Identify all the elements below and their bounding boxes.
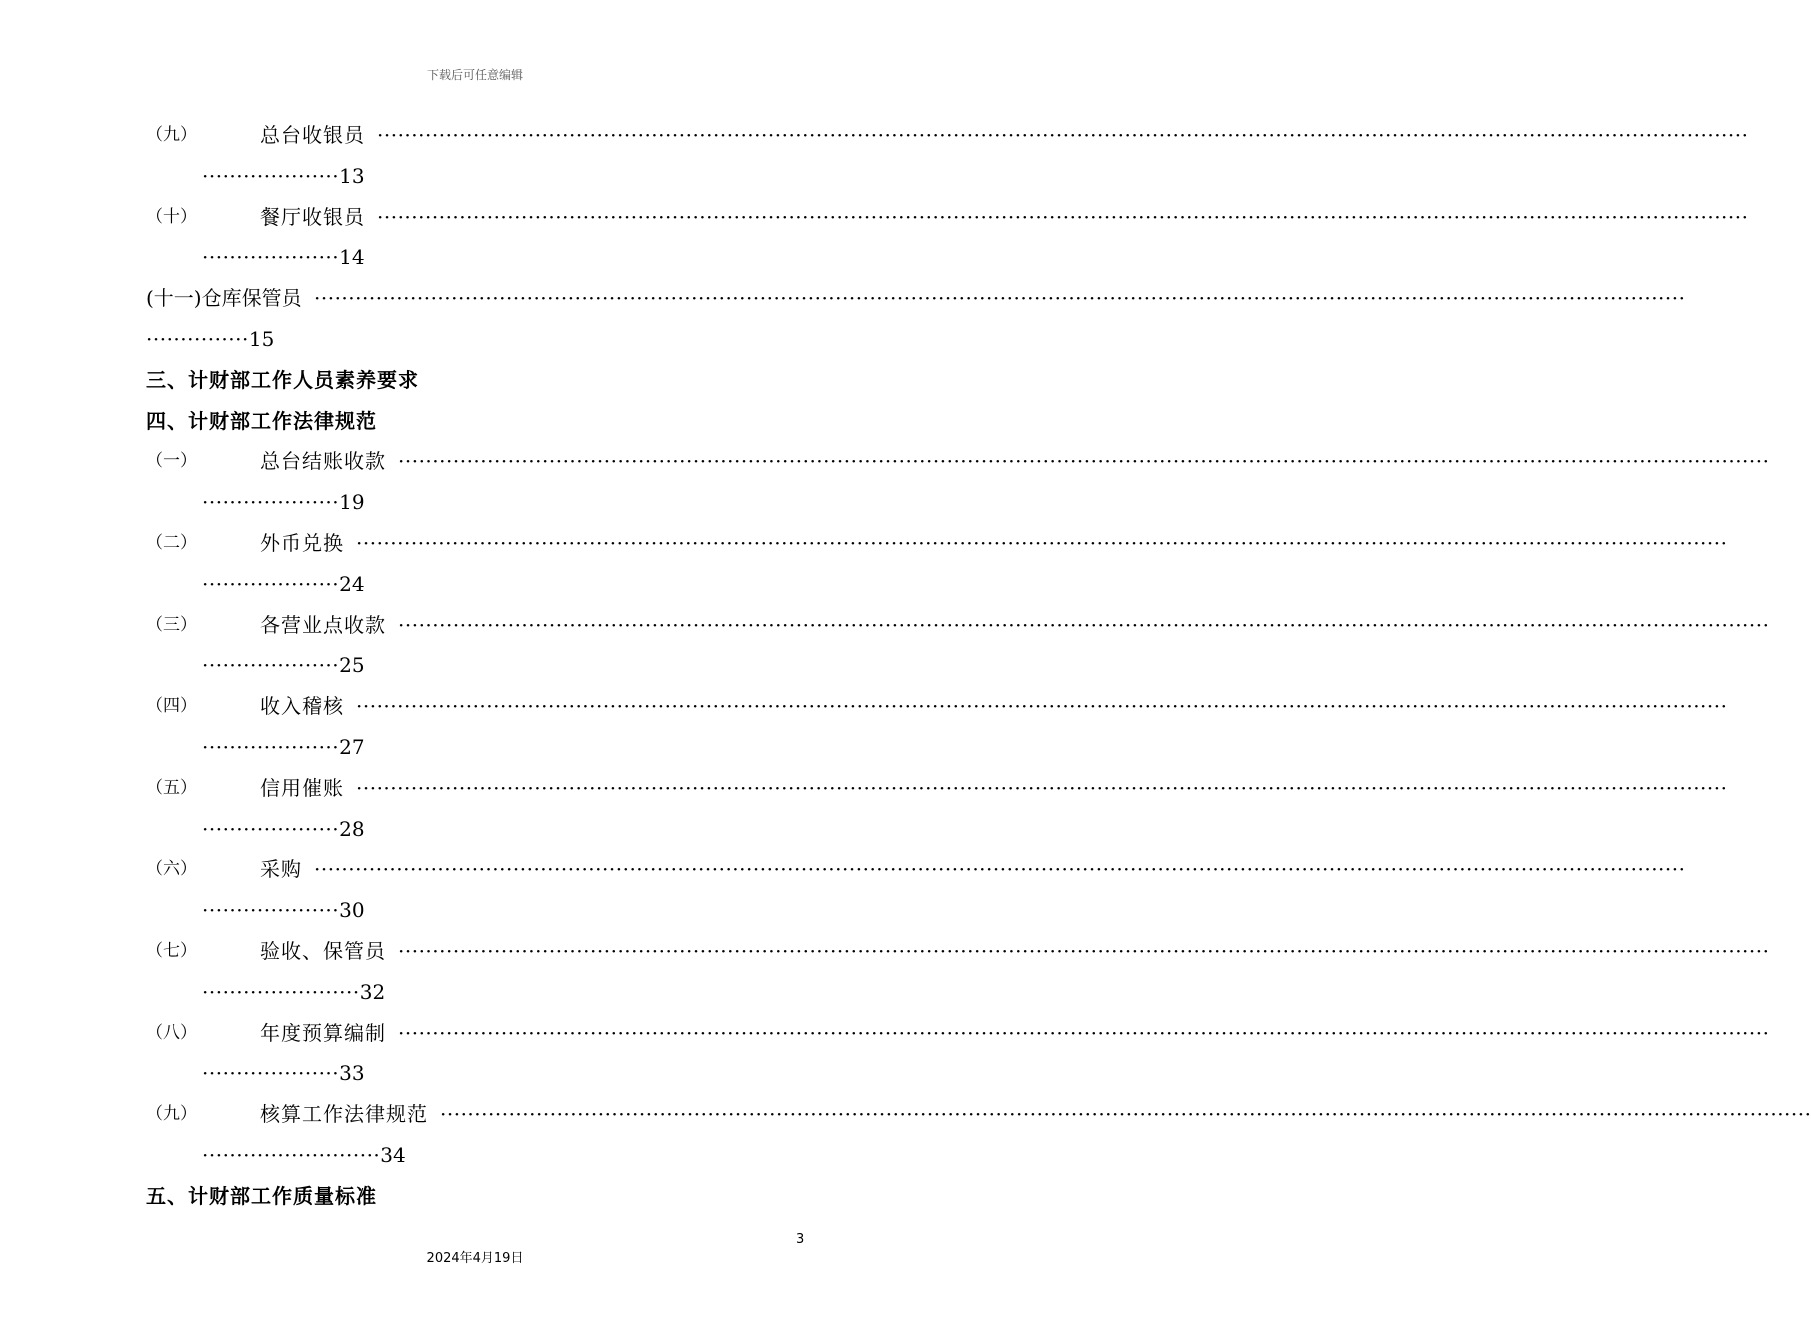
toc-entry-number: （八） <box>146 1022 197 1043</box>
toc-entry-number: （九） <box>146 1104 197 1125</box>
toc-entry <box>146 278 1686 319</box>
toc-entry-number: （十） <box>146 206 197 227</box>
leader-dots: ········································································································································································································ <box>356 775 1728 800</box>
toc-page-ref <box>202 482 365 523</box>
toc-entry-number: （一） <box>146 451 197 472</box>
toc-page-ref <box>202 156 365 197</box>
page-number: 3 <box>796 1232 805 1247</box>
toc-entry-title: 收入稽核 <box>260 694 344 719</box>
toc-entry-continuation <box>146 972 803 1013</box>
toc-entry-number: （四） <box>146 696 197 717</box>
leader-dots: ········································································································································································································ <box>440 1102 1811 1127</box>
leader-dots: ······················· <box>202 979 360 1004</box>
leader-dots: ········································································································································································································ <box>314 286 1686 311</box>
leader-dots: ··············· <box>146 326 249 351</box>
toc-entry-number: （七） <box>146 940 197 961</box>
toc-entry-continuation <box>146 727 803 768</box>
toc-entry-number: （五） <box>146 777 197 798</box>
toc-heading: 五、计财部工作质量标准 <box>146 1183 377 1208</box>
toc-page-number: 19 <box>339 490 365 515</box>
leader-dots: ···················· <box>202 734 340 759</box>
toc-entry <box>146 768 1728 809</box>
toc-entry <box>146 1094 1811 1135</box>
leader-dots: ···················· <box>202 1061 340 1086</box>
toc-entry <box>146 931 1770 972</box>
leader-dots: ···················· <box>202 571 340 596</box>
toc-page-number: 25 <box>339 653 365 678</box>
toc-page-number: 14 <box>339 245 365 270</box>
leader-dots: ········································································································································································································ <box>398 938 1770 963</box>
toc-entry-title: 各营业点收款 <box>260 612 386 637</box>
toc-entry <box>146 197 1749 238</box>
toc-page-ref <box>202 645 365 686</box>
footer-date: 2024年4月19日 <box>426 1251 524 1266</box>
leader-dots: ···················· <box>202 490 340 515</box>
toc-entry <box>146 115 1749 156</box>
toc-entry-title: 核算工作法律规范 <box>260 1102 428 1127</box>
leader-dots: ········································································································································································································ <box>398 612 1770 637</box>
leader-dots: ········································································································································································································ <box>398 1020 1770 1045</box>
table-of-contents <box>146 115 1811 1217</box>
toc-entry <box>146 523 1728 564</box>
leader-dots: ········································································································································································································ <box>398 449 1770 474</box>
toc-entry-continuation <box>146 319 803 360</box>
toc-entry <box>146 605 1770 646</box>
toc-page-number: 32 <box>359 979 386 1004</box>
toc-page-number: 28 <box>339 816 365 841</box>
toc-entry <box>146 849 1686 890</box>
toc-page-ref <box>202 1135 406 1176</box>
toc-entry-number: （三） <box>146 614 197 635</box>
leader-dots: ···················· <box>202 163 340 188</box>
toc-entry-continuation <box>146 156 803 197</box>
toc-entry-title: 总台结账收款 <box>260 449 386 474</box>
toc-entry-number: （六） <box>146 859 197 880</box>
toc-entry-title: 总台收银员 <box>260 123 365 147</box>
toc-page-ref <box>202 564 365 605</box>
toc-page-ref <box>202 972 385 1013</box>
toc-entry-continuation <box>146 564 803 605</box>
leader-dots: ········································································································································································································ <box>314 857 1686 882</box>
toc-entry-title: 外币兑换 <box>260 530 344 555</box>
leader-dots: ········································································································································································································ <box>377 204 1749 229</box>
toc-page-number: 24 <box>339 571 365 596</box>
toc-page-ref <box>202 1053 365 1094</box>
toc-page-number: 27 <box>339 734 365 759</box>
toc-page-ref <box>202 237 365 278</box>
leader-dots: ···················· <box>202 898 340 923</box>
toc-entry-continuation <box>146 237 803 278</box>
leader-dots: ········································································································································································································ <box>377 123 1749 147</box>
toc-entry-continuation <box>146 482 803 523</box>
toc-entry-continuation <box>146 809 803 850</box>
toc-entry-title: 验收、保管员 <box>260 938 386 963</box>
toc-entry <box>146 1013 1770 1054</box>
toc-entry <box>146 686 1728 727</box>
toc-entry <box>146 441 1770 482</box>
toc-page-ref <box>146 319 274 360</box>
toc-page-ref <box>202 809 365 850</box>
toc-entry-title: 采购 <box>260 857 302 882</box>
toc-entry-continuation <box>146 1053 803 1094</box>
leader-dots: ···················· <box>202 816 340 841</box>
toc-entry-number: （九） <box>146 125 197 145</box>
leader-dots: ···················· <box>202 245 340 270</box>
toc-page-number: 30 <box>339 898 365 923</box>
page-header: 下载后可任意编辑 <box>426 68 523 82</box>
toc-entry-title: 餐厅收银员 <box>260 204 365 229</box>
toc-entry-title: (十一)仓库保管员 <box>146 286 302 311</box>
toc-page-ref <box>202 890 365 931</box>
toc-page-ref <box>202 727 365 768</box>
toc-page-number: 15 <box>248 326 275 351</box>
toc-entry-title: 年度预算编制 <box>260 1020 386 1045</box>
toc-entry-number: （二） <box>146 532 197 553</box>
leader-dots: ···················· <box>202 653 340 678</box>
toc-entry-continuation <box>146 645 803 686</box>
toc-entry-continuation <box>146 890 803 931</box>
toc-entry-title: 信用催账 <box>260 775 344 800</box>
toc-page-number: 33 <box>339 1061 365 1086</box>
toc-heading: 四、计财部工作法律规范 <box>146 408 377 433</box>
leader-dots: ········································································································································································································ <box>356 530 1728 555</box>
toc-heading: 三、计财部工作人员素养要求 <box>146 367 419 392</box>
leader-dots: ········································································································································································································ <box>356 694 1728 719</box>
toc-page-number: 34 <box>380 1142 406 1167</box>
leader-dots: ·························· <box>202 1142 381 1167</box>
toc-page-number: 13 <box>339 163 365 188</box>
toc-entry-continuation <box>146 1135 803 1176</box>
